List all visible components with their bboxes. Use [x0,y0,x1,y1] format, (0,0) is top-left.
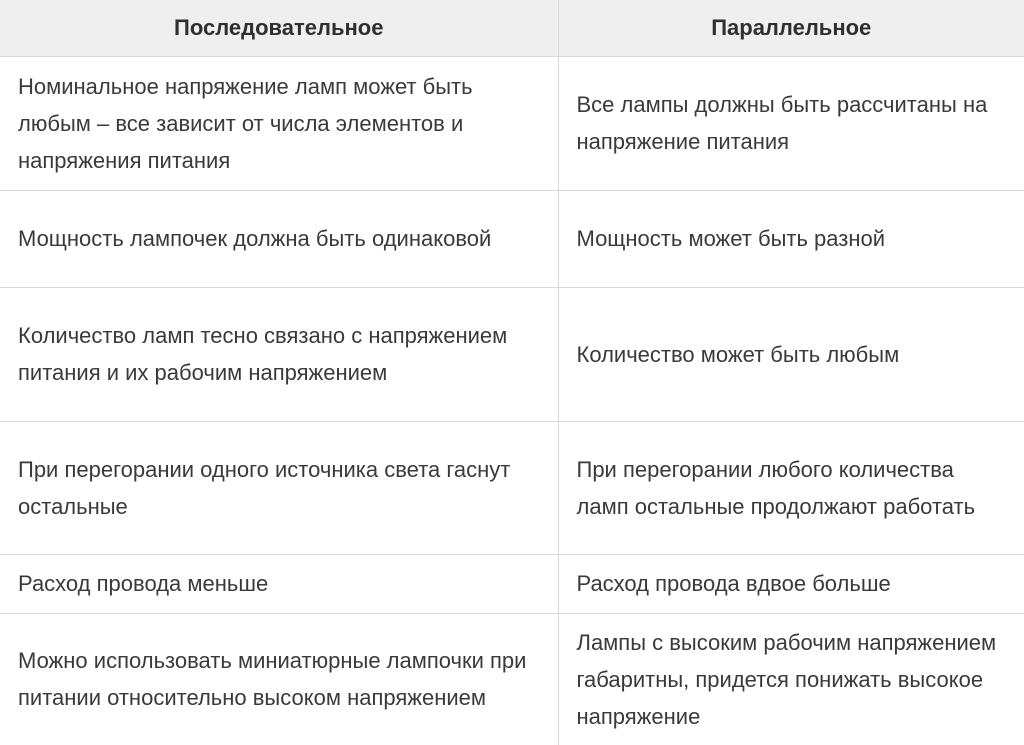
cell-parallel: Количество может быть любым [558,287,1024,421]
cell-parallel: Все лампы должны быть рассчитаны на напряжение питания [558,56,1024,190]
header-serial: Последовательное [0,0,558,56]
cell-parallel: Мощность может быть разной [558,190,1024,287]
cell-serial: Расход провода меньше [0,554,558,613]
cell-parallel: Лампы с высоким рабочим напряжением габаритны, придется понижать высокое напряжение [558,613,1024,745]
table-row [0,190,1024,287]
cell-serial: Количество ламп тесно связано с напряжением питания и их рабочим напряжением [0,287,558,421]
table-row [0,287,1024,421]
cell-serial: Можно использовать миниатюрные лампочки при питании относительно высоком напряжением [0,613,558,745]
cell-serial: Мощность лампочек должна быть одинаковой [0,190,558,287]
table-row [0,56,1024,190]
cell-parallel: При перегорании любого количества ламп остальные продолжают работать [558,421,1024,554]
table-row [0,554,1024,613]
table-row [0,421,1024,554]
table-row [0,613,1024,745]
cell-serial: Номинальное напряжение ламп может быть любым – все зависит от числа элементов и напряжения питания [0,56,558,190]
cell-parallel: Расход провода вдвое больше [558,554,1024,613]
header-parallel: Параллельное [558,0,1024,56]
table-header-row [0,0,1024,56]
cell-serial: При перегорании одного источника света гаснут остальные [0,421,558,554]
